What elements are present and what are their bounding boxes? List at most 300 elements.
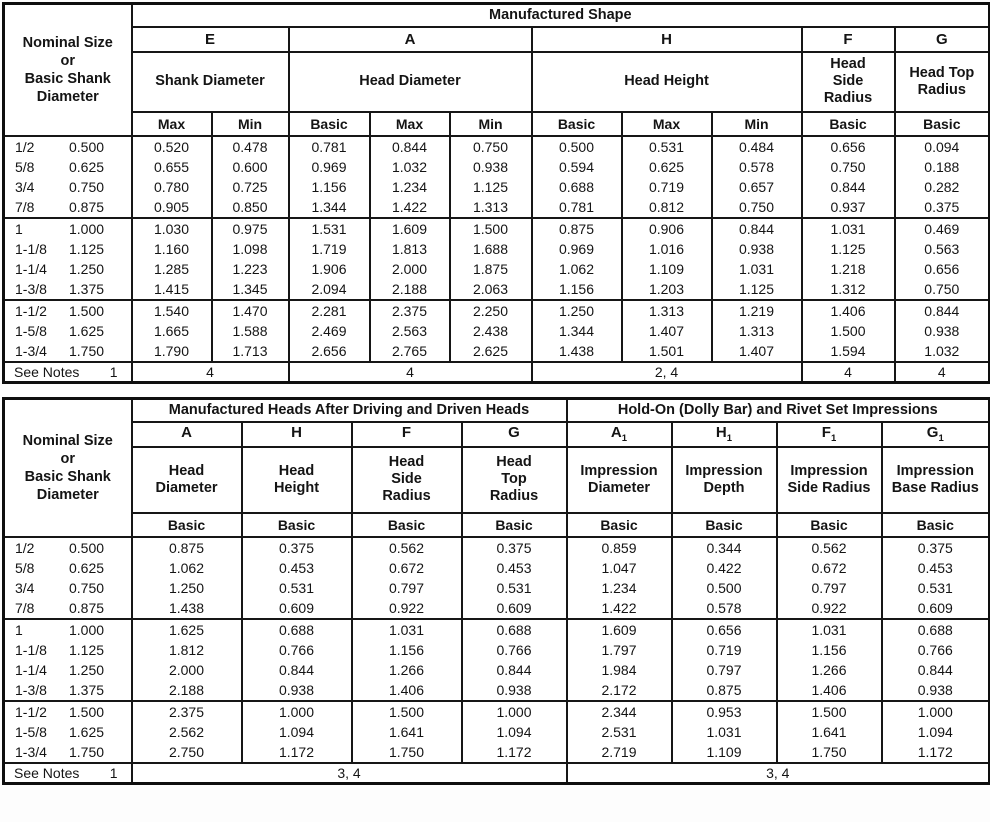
subcol-header: Basic: [462, 513, 567, 537]
nominal-size-line: [5, 620, 131, 640]
value-cell: [132, 619, 242, 701]
dimension-value: 1.098: [232, 240, 268, 257]
size-decimal: 1.750: [69, 342, 105, 359]
subcol-header: Basic: [242, 513, 352, 537]
dimension-value: 0.906: [648, 220, 685, 237]
size-decimal: 0.875: [69, 198, 105, 215]
dimension-value: 0.750: [830, 158, 866, 175]
dimension-value: 1.438: [558, 342, 595, 359]
value-cell: [802, 136, 895, 218]
letter-subscript: 1: [938, 433, 944, 444]
nominal-size-line: [5, 259, 131, 279]
value-cell: [352, 537, 462, 619]
dimension-value: 0.531: [496, 579, 532, 596]
dimension-value: 0.484: [738, 138, 775, 155]
dimension-value: 0.500: [706, 579, 742, 596]
dimension-value: 0.780: [153, 178, 190, 195]
dimension-value: 0.844: [917, 661, 953, 678]
nominal-size-line: [5, 680, 131, 700]
dimension-value: 0.875: [168, 539, 205, 556]
nominal-size-line: [5, 177, 131, 197]
size-fraction: 1-3/8: [15, 681, 47, 698]
dimension-value: 2.094: [311, 280, 347, 297]
letter: G: [508, 424, 520, 441]
see-notes-span: 3, 4: [567, 763, 990, 784]
value-cell: [895, 136, 990, 218]
dimension-value: 2.188: [391, 280, 428, 297]
nominal-size-line: [5, 157, 131, 177]
size-decimal: 1.125: [69, 641, 105, 658]
value-cell: [712, 136, 802, 218]
corner-line: Diameter: [36, 88, 99, 105]
table2-description-row: [4, 447, 990, 513]
letter-subscript: 1: [621, 433, 628, 444]
header-line: Side: [832, 73, 864, 89]
size-fraction: 1-1/8: [15, 240, 47, 257]
dimension-value: 0.520: [153, 138, 190, 155]
header-line: Diameter: [155, 479, 218, 496]
header-line: Head: [496, 454, 532, 470]
dimension-value: 1.313: [472, 198, 509, 215]
corner-line: Basic Shank: [24, 70, 111, 87]
see-notes-label: See Notes: [14, 363, 80, 380]
impression-base-radius-header: [882, 447, 990, 513]
header-line: Impression: [685, 462, 763, 479]
dimension-value: 1.665: [153, 322, 190, 339]
header-line: Diameter: [587, 479, 651, 496]
value-cell: [352, 701, 462, 763]
letter-subscript: 1: [830, 433, 837, 444]
subcol-header: Max: [622, 112, 712, 136]
size-fraction: 1-3/4: [15, 342, 47, 359]
header-line: Radius: [823, 90, 873, 106]
dimension-value: 0.562: [388, 539, 425, 556]
header-line: Side: [391, 471, 422, 487]
see-notes-span: 3, 4: [132, 763, 567, 784]
dimension-value: 0.656: [706, 621, 742, 638]
subcol-header: Basic: [895, 112, 990, 136]
dimension-value: 0.766: [496, 641, 532, 658]
dimension-value: 0.850: [232, 198, 268, 215]
shank-diameter-header: [132, 52, 289, 112]
dimension-value: 1.062: [168, 559, 205, 576]
dimension-value: 1.032: [924, 342, 960, 359]
value-cell: [777, 537, 882, 619]
dimension-value: 0.655: [153, 158, 190, 175]
dimension-value: 0.188: [924, 158, 960, 175]
dimension-value: 2.281: [311, 302, 347, 319]
see-notes-number: 1: [109, 363, 118, 380]
size-decimal: 0.750: [69, 579, 105, 596]
letter-header-G: [462, 422, 567, 447]
dimension-value: 2.469: [311, 322, 347, 339]
dimension-value: 1.109: [648, 260, 685, 277]
dimension-value: 1.609: [601, 621, 637, 638]
dimension-value: 0.859: [601, 539, 637, 556]
value-cell: [289, 136, 370, 218]
nominal-size-line: [5, 239, 131, 259]
dimension-value: 0.562: [811, 539, 847, 556]
dimension-value: 0.938: [738, 240, 775, 257]
size-decimal: 0.625: [69, 158, 105, 175]
header-line: Head Top: [909, 64, 975, 81]
letter-header-G1: [882, 422, 990, 447]
letter: H: [291, 424, 302, 441]
letter: A: [181, 424, 192, 441]
dimension-value: 1.438: [168, 599, 205, 616]
see-notes-label-cell: [4, 362, 132, 383]
see-notes-span: 2, 4: [532, 362, 802, 383]
nominal-size-line: [5, 702, 131, 722]
value-cell: [882, 537, 990, 619]
nominal-size-line: [5, 558, 131, 578]
dimension-value: 1.094: [496, 723, 532, 740]
dimension-value: 1.500: [388, 703, 425, 720]
dimension-value: 0.975: [232, 220, 268, 237]
dimension-value: 0.844: [830, 178, 866, 195]
dimension-value: 1.906: [311, 260, 347, 277]
dimension-value: 0.453: [917, 559, 953, 576]
dimension-value: 1.719: [311, 240, 347, 257]
dimension-value: 2.531: [601, 723, 637, 740]
dimension-value: 0.578: [706, 599, 742, 616]
letter-header-H: [242, 422, 352, 447]
dimension-value: 1.047: [601, 559, 637, 576]
size-row-group: [4, 300, 990, 362]
size-decimal: 0.500: [69, 539, 105, 556]
size-fraction: 1/2: [15, 138, 35, 155]
size-fraction: 1-5/8: [15, 723, 47, 740]
size-fraction: 1: [15, 220, 23, 237]
dimension-value: 0.797: [388, 579, 425, 596]
size-fraction: 5/8: [15, 158, 35, 175]
value-cell: [895, 300, 990, 362]
driven-heads-section-title: Manufactured Heads After Driving and Driven Heads: [132, 399, 567, 422]
corner-line: Nominal Size: [22, 34, 113, 51]
head-diameter-header: [132, 447, 242, 513]
dimension-value: 0.797: [706, 661, 742, 678]
dimension-value: 0.781: [311, 138, 347, 155]
dimension-value: 1.031: [738, 260, 775, 277]
dimension-value: 0.656: [830, 138, 866, 155]
letter-header-F1: [777, 422, 882, 447]
letter: F: [401, 424, 412, 441]
value-cell: [289, 300, 370, 362]
dimension-value: 0.657: [738, 178, 775, 195]
see-notes-label-cell: [4, 763, 132, 784]
dimension-value: 2.719: [601, 743, 637, 760]
dimension-value: 1.313: [738, 322, 775, 339]
dimension-value: 1.031: [811, 621, 847, 638]
header-line: Head Height: [624, 73, 709, 89]
dimension-value: 0.563: [924, 240, 960, 257]
value-cell: [462, 701, 567, 763]
nominal-size-cell: [4, 300, 132, 362]
nominal-size-line: [5, 722, 131, 742]
dimension-value: 1.125: [830, 240, 866, 257]
dimension-value: 1.223: [232, 260, 268, 277]
see-notes-span: 4: [895, 362, 990, 383]
dimension-value: 1.156: [811, 641, 847, 658]
dimension-value: 0.688: [496, 621, 532, 638]
dimension-value: 0.375: [924, 198, 960, 215]
dimension-value: 1.344: [311, 198, 347, 215]
dimension-value: 0.938: [496, 681, 532, 698]
dimension-value: 0.797: [811, 579, 847, 596]
dimension-value: 2.438: [472, 322, 509, 339]
dimension-value: 1.713: [232, 342, 268, 359]
value-cell: [352, 619, 462, 701]
value-cell: [532, 218, 622, 300]
size-decimal: 1.125: [69, 240, 105, 257]
corner-line: or: [60, 52, 75, 69]
dimension-value: 1.266: [811, 661, 847, 678]
subcol-header: Basic: [567, 513, 672, 537]
dimension-value: 1.406: [830, 302, 866, 319]
value-cell: [895, 218, 990, 300]
nominal-size-cell: [4, 136, 132, 218]
value-cell: [532, 300, 622, 362]
dimension-value: 2.188: [168, 681, 205, 698]
size-fraction: 1-1/2: [15, 703, 47, 720]
size-fraction: 1-1/8: [15, 641, 47, 658]
head-side-radius-header: [352, 447, 462, 513]
nominal-size-line: [5, 640, 131, 660]
subcol-header: Basic: [532, 112, 622, 136]
table1-letter-row: [4, 27, 990, 52]
size-fraction: 3/4: [15, 579, 35, 596]
dimension-value: 0.938: [924, 322, 960, 339]
dimension-value: 1.406: [388, 681, 425, 698]
table2-letter-row: [4, 422, 990, 447]
table2-subcolumn-row: [4, 513, 990, 537]
dimension-value: 0.750: [472, 138, 509, 155]
dimension-value: 0.344: [706, 539, 742, 556]
dimension-value: 1.641: [388, 723, 425, 740]
dimension-value: 2.750: [168, 743, 205, 760]
corner-line: Basic Shank: [24, 468, 111, 485]
dimension-value: 0.625: [648, 158, 685, 175]
dimension-value: 1.219: [738, 302, 775, 319]
head-height-header: [242, 447, 352, 513]
dimension-value: 0.812: [648, 198, 685, 215]
dimension-value: 2.250: [472, 302, 509, 319]
subcol-header: Basic: [777, 513, 882, 537]
dimension-value: 1.250: [558, 302, 595, 319]
value-cell: [567, 619, 672, 701]
nominal-size-line: [5, 219, 131, 239]
value-cell: [672, 619, 777, 701]
nominal-size-cell: [4, 619, 132, 701]
head-height-header: [532, 52, 802, 112]
nominal-size-line: [5, 598, 131, 618]
dimension-value: 1.500: [830, 322, 866, 339]
table1-title-row: [4, 4, 990, 27]
size-fraction: 1-3/8: [15, 280, 47, 297]
nominal-size-line: [5, 578, 131, 598]
letter-header-F: [352, 422, 462, 447]
dimension-value: 1.156: [388, 641, 425, 658]
dimension-value: 0.766: [278, 641, 315, 658]
nominal-size-line: [5, 538, 131, 558]
dimension-value: 1.406: [811, 681, 847, 698]
value-cell: [132, 136, 212, 218]
subcol-header: Basic: [289, 112, 370, 136]
dimension-value: 0.875: [706, 681, 742, 698]
subcol-header: Basic: [882, 513, 990, 537]
dimension-value: 0.531: [648, 138, 685, 155]
see-notes-number: 1: [109, 764, 118, 781]
dimension-value: 1.500: [472, 220, 509, 237]
value-cell: [777, 701, 882, 763]
dimension-value: 1.172: [496, 743, 532, 760]
impression-depth-header: [672, 447, 777, 513]
dimension-value: 1.156: [311, 178, 347, 195]
value-cell: [882, 619, 990, 701]
dimension-value: 2.765: [391, 342, 428, 359]
value-cell: [712, 300, 802, 362]
dimension-value: 1.500: [811, 703, 847, 720]
corner-line: Diameter: [36, 486, 99, 503]
size-fraction: 5/8: [15, 559, 35, 576]
dimension-value: 0.844: [924, 302, 960, 319]
subcol-header: Min: [450, 112, 532, 136]
nominal-size-line: [5, 742, 131, 762]
nominal-size-line: [5, 321, 131, 341]
value-cell: [370, 300, 450, 362]
size-decimal: 0.750: [69, 178, 105, 195]
dimension-value: 0.469: [924, 220, 960, 237]
dimension-value: 1.109: [706, 743, 742, 760]
size-decimal: 1.625: [69, 322, 105, 339]
size-decimal: 1.000: [69, 220, 105, 237]
dimension-value: 1.422: [391, 198, 428, 215]
dimension-value: 0.453: [496, 559, 532, 576]
header-line: Shank Diameter: [155, 73, 265, 89]
letter-header-A: [132, 422, 242, 447]
dimension-value: 1.160: [153, 240, 190, 257]
impression-diameter-header: [567, 447, 672, 513]
letter: A: [610, 424, 622, 441]
nominal-size-line: [5, 279, 131, 299]
dimension-value: 0.719: [648, 178, 685, 195]
corner-line: or: [60, 450, 75, 467]
header-line: Radius: [489, 488, 539, 504]
dimension-value: 0.422: [706, 559, 742, 576]
header-line: Head: [830, 56, 866, 72]
dimension-value: 0.375: [917, 539, 953, 556]
dimension-value: 1.984: [601, 661, 637, 678]
nominal-size-corner-header: [4, 4, 132, 136]
nominal-size-corner-header: [4, 399, 132, 537]
dimension-value: 1.156: [558, 280, 595, 297]
dimension-value: 1.750: [811, 743, 847, 760]
dimension-value: 0.478: [232, 138, 268, 155]
nominal-size-cell: [4, 218, 132, 300]
value-cell: [532, 136, 622, 218]
dimension-value: 2.625: [472, 342, 509, 359]
nominal-size-line: [5, 197, 131, 217]
dimension-value: 1.031: [830, 220, 866, 237]
dimension-value: 2.000: [168, 661, 205, 678]
header-line: Head: [278, 462, 315, 479]
size-decimal: 1.500: [69, 302, 105, 319]
table2-title-row: [4, 399, 990, 422]
letter-header-A1: [567, 422, 672, 447]
dimension-value: 0.672: [388, 559, 425, 576]
subcol-header: Min: [712, 112, 802, 136]
letter-header-E: E: [132, 27, 289, 52]
size-decimal: 0.500: [69, 138, 105, 155]
value-cell: [132, 300, 212, 362]
dimension-value: 1.750: [388, 743, 425, 760]
subcol-header: Basic: [672, 513, 777, 537]
nominal-size-cell: [4, 537, 132, 619]
dimension-value: 0.938: [917, 681, 953, 698]
letter-header-G: G: [895, 27, 990, 52]
dimension-value: 1.285: [153, 260, 190, 277]
header-line: Side Radius: [787, 479, 871, 496]
header-line: Base Radius: [891, 479, 979, 496]
dimension-value: 0.531: [278, 579, 315, 596]
driven-heads-impressions-table: [2, 397, 990, 785]
value-cell: [450, 136, 532, 218]
value-cell: [462, 537, 567, 619]
dimension-value: 1.266: [388, 661, 425, 678]
dimension-value: 0.905: [153, 198, 190, 215]
subcol-header: Min: [212, 112, 289, 136]
head-top-radius-header: [895, 52, 990, 112]
dimension-value: 1.407: [648, 322, 685, 339]
value-cell: [370, 218, 450, 300]
dimension-value: 0.750: [738, 198, 775, 215]
size-fraction: 7/8: [15, 599, 35, 616]
letter: F: [821, 424, 831, 441]
dimension-value: 1.422: [601, 599, 637, 616]
value-cell: [622, 218, 712, 300]
header-line: Depth: [703, 479, 745, 496]
value-cell: [622, 300, 712, 362]
size-decimal: 1.375: [69, 280, 105, 297]
size-fraction: 1/2: [15, 539, 35, 556]
value-cell: [882, 701, 990, 763]
nominal-size-line: [5, 341, 131, 361]
table-gap: [2, 384, 988, 397]
value-cell: [242, 701, 352, 763]
see-notes-span: 4: [132, 362, 289, 383]
dimension-value: 1.813: [391, 240, 428, 257]
value-cell: [289, 218, 370, 300]
value-cell: [777, 619, 882, 701]
dimension-value: 0.725: [232, 178, 268, 195]
dimension-value: 1.000: [278, 703, 315, 720]
see-notes-span: 4: [802, 362, 895, 383]
value-cell: [672, 701, 777, 763]
header-line: Height: [273, 479, 320, 496]
size-fraction: 1-1/4: [15, 661, 47, 678]
subcol-header: Basic: [802, 112, 895, 136]
dimension-value: 1.797: [601, 641, 637, 658]
letter-header-H1: [672, 422, 777, 447]
dimension-value: 2.656: [311, 342, 347, 359]
nominal-size-line: [5, 301, 131, 321]
dimension-value: 1.032: [391, 158, 428, 175]
dimension-value: 0.953: [706, 703, 742, 720]
size-fraction: 1-5/8: [15, 322, 47, 339]
dimension-value: 1.031: [706, 723, 742, 740]
table2-see-notes-row: [4, 763, 990, 784]
dimension-value: 1.000: [496, 703, 532, 720]
